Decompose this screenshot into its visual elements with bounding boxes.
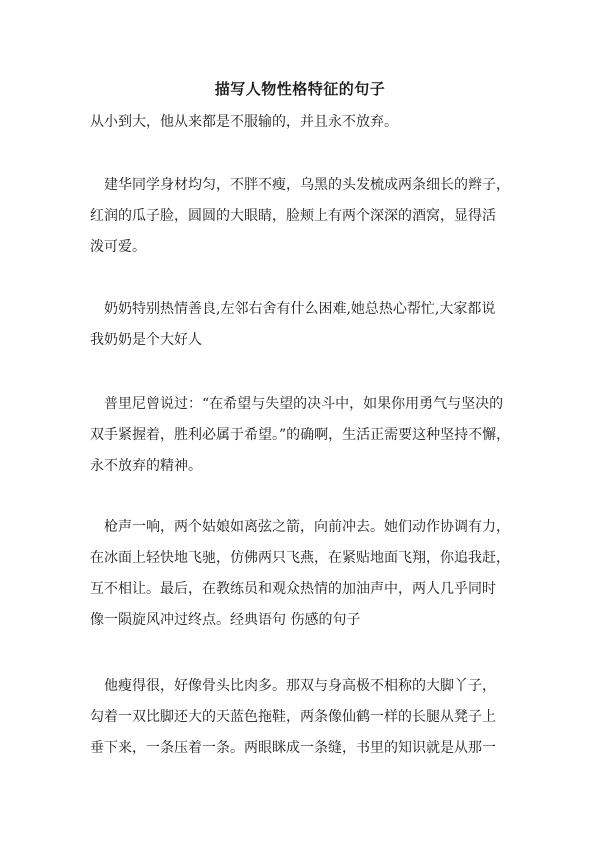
paragraph-line: 建华同学身材均匀，不胖不瘦，乌黑的头发梳成两条细长的辫子， — [90, 177, 510, 193]
paragraph-line: 泼可爱。 — [90, 239, 146, 255]
paragraph-1 — [90, 107, 510, 138]
document-title: 描写人物性格特征的句子 — [214, 80, 386, 98]
paragraph-line: 枪声一响，两个姑娘如离弦之箭，向前冲去。她们动作协调有力， — [90, 519, 510, 535]
paragraph-line: 我奶奶是个大好人 — [90, 332, 202, 348]
paragraph-4 — [90, 389, 510, 482]
paragraph-6 — [90, 671, 510, 764]
paragraph-line: 垂下来，一条压着一条。两眼眯成一条缝，书里的知识就是从那一 — [90, 740, 496, 756]
paragraph-line: 从小到大，他从来都是不服输的，并且永不放弃。 — [90, 114, 398, 130]
paragraph-line: 红润的瓜子脸，圆圆的大眼睛，脸颊上有两个深深的酒窝，显得活 — [90, 208, 496, 224]
paragraph-line: 在冰面上轻快地飞驰，仿佛两只飞燕，在紧贴地面飞翔，你追我赶， — [90, 550, 510, 566]
paragraph-line: 奶奶特别热情善良,左邻右舍有什么困难,她总热心帮忙,大家都说 — [90, 301, 496, 317]
paragraph-line: 像一陨旋风冲过终点。经典语句 伤感的句子 — [90, 612, 361, 628]
paragraph-line: 互不相让。最后，在教练员和观众热情的加油声中，两人几乎同时 — [90, 581, 496, 597]
paragraph-line: 他瘦得很，好像骨头比肉多。那双与身高极不相称的大脚丫子， — [90, 678, 496, 694]
paragraph-3 — [90, 294, 510, 356]
paragraph-line: 双手紧握着，胜利必属于希望。”的确啊，生活正需要这种坚持不懈， — [90, 427, 511, 443]
paragraph-line: 普里尼曾说过：“在希望与失望的决斗中，如果你用勇气与坚决的 — [90, 396, 504, 412]
paragraph-5 — [90, 512, 510, 636]
paragraph-line: 永不放弃的精神。 — [90, 458, 202, 474]
paragraph-2 — [90, 170, 510, 263]
paragraph-line: 勾着一双比脚还大的天蓝色拖鞋，两条像仙鹤一样的长腿从凳子上 — [90, 709, 496, 725]
